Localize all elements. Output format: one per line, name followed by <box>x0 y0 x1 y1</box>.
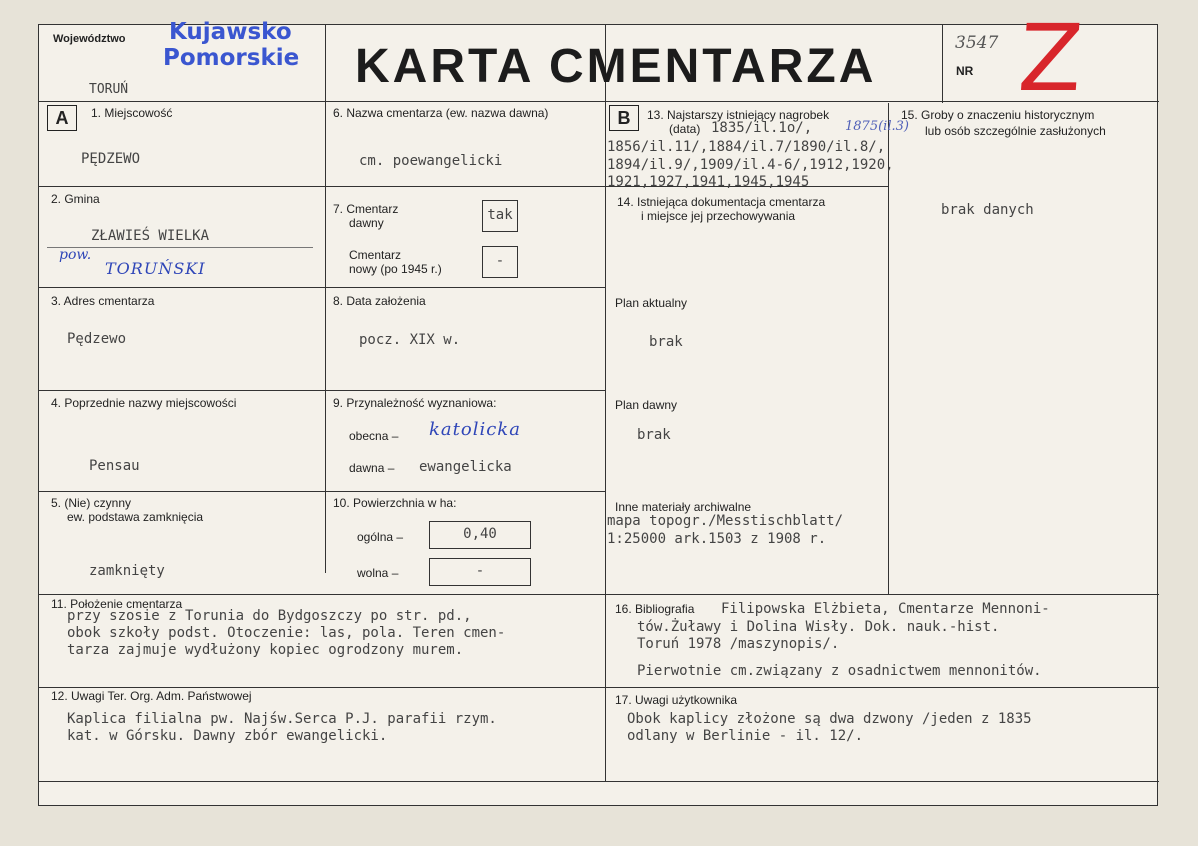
field-14-label-line1: 14. Istniejąca dokumentacja cmentarza <box>617 195 826 209</box>
voivodeship-stamp-line2: Pomorskie <box>163 45 300 71</box>
field-6-value: cm. poewangelicki <box>359 153 503 169</box>
field-12-line1: Kaplica filialna pw. Najśw.Serca P.J. parafii rzym. <box>67 711 497 727</box>
field-8-value: pocz. XIX w. <box>359 332 461 348</box>
inne-materialy-line2: 1:25000 ark.1503 z 1908 r. <box>607 531 827 547</box>
plan-dawny-value: brak <box>637 427 671 443</box>
voivodeship-stamp-line1: Kujawsko <box>169 19 292 45</box>
field-11-line3: tarza zajmuje wydłużony kopiec ogrodzony murem. <box>67 642 464 658</box>
section-a-letter: A <box>47 105 77 131</box>
inne-materialy-label: Inne materiały archiwalne <box>615 500 752 514</box>
plan-aktualny-label: Plan aktualny <box>615 296 688 310</box>
field-17-line1: Obok kaplicy złożone są dwa dzwony /jeden z 1835 <box>627 711 1032 727</box>
field-13-label-line1: 13. Najstarszy istniejący nagrobek <box>647 108 830 122</box>
field-2-pow-label: pow. <box>59 247 92 263</box>
field-13-line3: 1894/il.9/,1909/il.4-6/,1912,1920, <box>607 157 894 173</box>
field-8-label: 8. Data założenia <box>333 294 426 308</box>
field-7-nowy-box: - <box>482 246 518 278</box>
field-4-value: Pensau <box>89 458 140 474</box>
field-5-value: zamknięty <box>89 563 165 579</box>
field-11-line1: przy szosie z Torunia do Bydgoszczy po str. pd., <box>67 608 472 624</box>
field-7-label: 7. Cmentarz <box>333 202 399 216</box>
field-10-ogolna-label: ogólna – <box>357 530 404 544</box>
field-14-label-line2: i miejsce jej przechowywania <box>641 209 796 223</box>
field-10-wolna-box: - <box>429 558 531 586</box>
field-16-line4: Pierwotnie cm.związany z osadnictwem mennonitów. <box>637 663 1042 679</box>
field-15-value: brak danych <box>941 202 1034 218</box>
field-9-dawna-label: dawna – <box>349 461 395 475</box>
field-12-label: 12. Uwagi Ter. Org. Adm. Państwowej <box>51 689 252 703</box>
field-13-label-line2: (data) <box>669 122 701 136</box>
city-value: TORUŃ <box>89 82 129 97</box>
field-13-handwritten: 1875(il.3) <box>845 119 909 134</box>
field-3-label: 3. Adres cmentarza <box>51 294 155 308</box>
field-3-value: Pędzewo <box>67 331 127 347</box>
field-13-line4: 1921,1927,1941,1945,1945 <box>607 174 810 190</box>
field-16-line2: tów.Żuławy i Dolina Wisły. Dok. nauk.-hist. <box>637 619 1000 635</box>
field-7-nowy-label-line2: nowy (po 1945 r.) <box>349 262 442 276</box>
field-2-value: ZŁAWIEŚ WIELKA <box>91 228 210 244</box>
field-2-pow-value: TORUŃSKI <box>105 259 206 278</box>
field-12-line2: kat. w Górsku. Dawny zbór ewangelicki. <box>67 728 388 744</box>
nr-value: 3547 <box>955 33 999 53</box>
field-10-wolna-label: wolna – <box>357 566 399 580</box>
field-16-line1: Filipowska Elżbieta, Cmentarze Mennoni- <box>721 601 1050 617</box>
field-9-obecna-value: katolicka <box>429 419 521 440</box>
field-7-nowy-label-line1: Cmentarz <box>349 248 402 262</box>
field-10-ogolna-box: 0,40 <box>429 521 531 549</box>
field-13-line1: 1835/il.1o/, <box>711 120 813 136</box>
field-7-dawny-label: dawny <box>349 216 384 230</box>
field-10-label: 10. Powierzchnia w ha: <box>333 496 457 510</box>
field-1-label: 1. Miejscowość <box>91 106 173 120</box>
plan-aktualny-value: brak <box>649 334 683 350</box>
field-5-label-line1: 5. (Nie) czynny <box>51 496 132 510</box>
cemetery-card <box>38 5 1158 806</box>
field-9-obecna-label: obecna – <box>349 429 399 443</box>
wojewodztwo-label: Województwo <box>53 33 126 45</box>
field-11-label: 11. Położenie cmentarza <box>51 597 183 611</box>
field-11-line2: obok szkoły podst. Otoczenie: las, pola. Teren cmen- <box>67 625 506 641</box>
nr-label: NR <box>956 64 974 78</box>
category-mark: Z <box>1015 5 1086 112</box>
field-9-dawna-value: ewangelicka <box>419 459 512 475</box>
plan-dawny-label: Plan dawny <box>615 398 678 412</box>
field-4-label: 4. Poprzednie nazwy miejscowości <box>51 396 237 410</box>
field-9-label: 9. Przynależność wyznaniowa: <box>333 396 497 410</box>
field-15-label-line1: 15. Groby o znaczeniu historycznym <box>901 108 1095 122</box>
field-15-label-line2: lub osób szczególnie zasłużonych <box>925 124 1106 138</box>
field-17-line2: odlany w Berlinie - il. 12/. <box>627 728 864 744</box>
field-16-line3: Toruń 1978 /maszynopis/. <box>637 636 840 652</box>
field-5-label-line2: ew. podstawa zamknięcia <box>67 510 204 524</box>
field-13-line2: 1856/il.11/,1884/il.7/1890/il.8/, <box>607 139 886 155</box>
field-17-label: 17. Uwagi użytkownika <box>615 693 738 707</box>
card-title: KARTA CMENTARZA <box>355 40 877 93</box>
inne-materialy-line1: mapa topogr./Messtischblatt/ <box>607 513 844 529</box>
field-16-label: 16. Bibliografia <box>615 602 695 616</box>
field-1-value: PĘDZEWO <box>81 151 141 167</box>
field-6-label: 6. Nazwa cmentarza (ew. nazwa dawna) <box>333 106 549 120</box>
section-b-letter: B <box>609 105 639 131</box>
field-7-dawny-box: tak <box>482 200 518 232</box>
field-2-label: 2. Gmina <box>51 192 100 206</box>
